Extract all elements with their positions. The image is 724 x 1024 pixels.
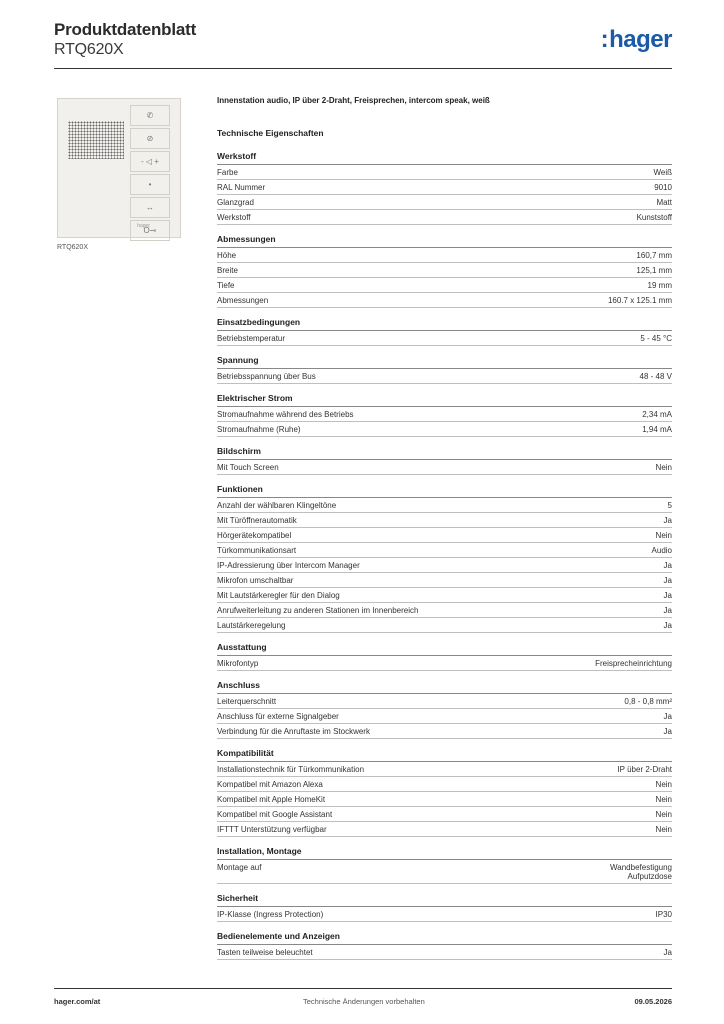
spec-label: Lautstärkeregelung <box>217 621 286 630</box>
spec-row <box>217 210 672 225</box>
device-button: ✆ <box>130 105 170 126</box>
spec-label: IFTTT Unterstützung verfügbar <box>217 825 327 834</box>
spec-section <box>217 317 672 346</box>
spec-value: 9010 <box>654 183 672 192</box>
spec-value: 1,94 mA <box>642 425 672 434</box>
spec-content <box>217 96 672 969</box>
spec-label: Tasten teilweise beleuchtet <box>217 948 313 957</box>
spec-value: 125,1 mm <box>636 266 672 275</box>
spec-label: Installationstechnik für Türkommunikation <box>217 765 365 774</box>
spec-section <box>217 234 672 308</box>
spec-label: Kompatibel mit Google Assistant <box>217 810 333 819</box>
spec-label: Leiterquerschnitt <box>217 697 277 706</box>
spec-row <box>217 369 672 384</box>
device-button: - ◁ + <box>130 151 170 172</box>
spec-row <box>217 762 672 777</box>
spec-row <box>217 588 672 603</box>
device-brand: hager <box>137 223 150 229</box>
spec-value: Ja <box>663 727 672 736</box>
spec-label: Stromaufnahme (Ruhe) <box>217 425 301 434</box>
spec-section <box>217 931 672 960</box>
spec-value: Ja <box>663 606 672 615</box>
spec-label: Montage auf <box>217 863 262 872</box>
spec-section <box>217 893 672 922</box>
spec-label: Mikrofontyp <box>217 659 259 668</box>
spec-label: Türkommunikationsart <box>217 546 297 555</box>
product-description: Innenstation audio, IP über 2-Draht, Freisprechen, intercom speak, weiß <box>217 96 490 105</box>
spec-label: Kompatibel mit Amazon Alexa <box>217 780 323 789</box>
spec-section <box>217 748 672 837</box>
spec-value: Wandbefestigung Aufputzdose <box>610 863 672 881</box>
spec-label: Mit Touch Screen <box>217 463 279 472</box>
spec-label: Breite <box>217 266 238 275</box>
device-button: ↔ <box>130 197 170 218</box>
spec-row <box>217 618 672 633</box>
spec-value: Ja <box>663 576 672 585</box>
spec-value: Nein <box>655 810 672 819</box>
spec-label: RAL Nummer <box>217 183 266 192</box>
spec-value: 48 - 48 V <box>639 372 672 381</box>
spec-row <box>217 822 672 837</box>
spec-label: Stromaufnahme während des Betriebs <box>217 410 354 419</box>
section-title: Bildschirm <box>217 446 672 460</box>
spec-label: Verbindung für die Anruftaste im Stockwerk <box>217 727 370 736</box>
spec-label: Mit Türöffnerautomatik <box>217 516 297 525</box>
spec-row <box>217 293 672 308</box>
spec-row <box>217 573 672 588</box>
document-title: Produktdatenblatt <box>54 20 197 39</box>
spec-row <box>217 945 672 960</box>
header-divider <box>54 68 672 69</box>
spec-label: Glanzgrad <box>217 198 254 207</box>
spec-value: 2,34 mA <box>642 410 672 419</box>
spec-value: Weiß <box>653 168 672 177</box>
spec-value: Ja <box>663 591 672 600</box>
section-title: Abmessungen <box>217 234 672 248</box>
device-button: ⊘ <box>130 128 170 149</box>
spec-value: Ja <box>663 712 672 721</box>
spec-label: Kompatibel mit Apple HomeKit <box>217 795 326 804</box>
spec-value: 5 <box>667 501 672 510</box>
spec-sections <box>217 151 672 960</box>
spec-row <box>217 278 672 293</box>
spec-label: Betriebstemperatur <box>217 334 286 343</box>
footer-date: 09.05.2026 <box>634 997 672 1006</box>
spec-label: IP-Klasse (Ingress Protection) <box>217 910 324 919</box>
spec-label: Anzahl der wählbaren Klingeltöne <box>217 501 337 510</box>
spec-value: Nein <box>655 780 672 789</box>
spec-row <box>217 777 672 792</box>
section-title: Installation, Montage <box>217 846 672 860</box>
product-code: RTQ620X <box>54 41 124 58</box>
spec-row <box>217 165 672 180</box>
spec-row <box>217 807 672 822</box>
spec-row <box>217 331 672 346</box>
tech-heading: Technische Eigenschaften <box>217 128 324 138</box>
spec-section <box>217 846 672 884</box>
device-button-column <box>130 105 170 243</box>
spec-row <box>217 513 672 528</box>
spec-label: Anrufweiterleitung zu anderen Stationen im Innenbereich <box>217 606 419 615</box>
device-button: O⊸ <box>130 220 170 241</box>
spec-label: Mit Lautstärkeregler für den Dialog <box>217 591 340 600</box>
footer-note: Technische Änderungen vorbehalten <box>303 997 425 1006</box>
spec-row <box>217 558 672 573</box>
spec-label: Höhe <box>217 251 237 260</box>
spec-label: Mikrofon umschaltbar <box>217 576 294 585</box>
spec-row <box>217 460 672 475</box>
spec-row <box>217 603 672 618</box>
spec-section <box>217 484 672 633</box>
spec-row <box>217 180 672 195</box>
section-title: Ausstattung <box>217 642 672 656</box>
spec-value: Ja <box>663 561 672 570</box>
spec-row <box>217 263 672 278</box>
spec-value: IP über 2-Draht <box>617 765 672 774</box>
spec-label: Anschluss für externe Signalgeber <box>217 712 339 721</box>
spec-value: Kunststoff <box>636 213 672 222</box>
spec-row <box>217 860 672 884</box>
logo-dots-icon: : <box>600 26 609 53</box>
product-image <box>57 98 181 238</box>
section-title: Anschluss <box>217 680 672 694</box>
spec-row <box>217 694 672 709</box>
spec-value: IP30 <box>655 910 672 919</box>
spec-row <box>217 724 672 739</box>
spec-value: Ja <box>663 621 672 630</box>
spec-value: Nein <box>655 825 672 834</box>
spec-value: 5 - 45 °C <box>640 334 672 343</box>
logo-text: hager <box>609 26 672 53</box>
image-caption: RTQ620X <box>57 244 88 251</box>
device-button: • <box>130 174 170 195</box>
spec-label: IP-Adressierung über Intercom Manager <box>217 561 360 570</box>
spec-value: 0,8 - 0,8 mm² <box>624 697 672 706</box>
spec-row <box>217 709 672 724</box>
spec-row <box>217 248 672 263</box>
spec-row <box>217 528 672 543</box>
spec-value: 160.7 x 125.1 mm <box>607 296 672 305</box>
spec-label: Betriebsspannung über Bus <box>217 372 316 381</box>
spec-row <box>217 407 672 422</box>
spec-value: Freisprecheinrichtung <box>595 659 672 668</box>
spec-label: Werkstoff <box>217 213 251 222</box>
spec-section <box>217 151 672 225</box>
spec-value: Ja <box>663 516 672 525</box>
section-title: Einsatzbedingungen <box>217 317 672 331</box>
spec-section <box>217 446 672 475</box>
spec-section <box>217 680 672 739</box>
spec-row <box>217 498 672 513</box>
spec-row <box>217 907 672 922</box>
spec-value: Nein <box>655 795 672 804</box>
spec-label: Farbe <box>217 168 238 177</box>
spec-value: Matt <box>656 198 672 207</box>
section-title: Funktionen <box>217 484 672 498</box>
spec-value: 19 mm <box>647 281 672 290</box>
footer-divider <box>54 988 672 989</box>
spec-section <box>217 642 672 671</box>
section-title: Kompatibilität <box>217 748 672 762</box>
spec-row <box>217 656 672 671</box>
spec-value: Ja <box>663 948 672 957</box>
spec-label: Tiefe <box>217 281 235 290</box>
spec-row <box>217 195 672 210</box>
spec-row <box>217 792 672 807</box>
spec-section <box>217 393 672 437</box>
section-title: Spannung <box>217 355 672 369</box>
spec-value: Audio <box>651 546 672 555</box>
section-title: Bedienelemente und Anzeigen <box>217 931 672 945</box>
speaker-grille-icon <box>68 121 124 159</box>
hager-logo <box>601 26 672 54</box>
spec-label: Abmessungen <box>217 296 269 305</box>
section-title: Sicherheit <box>217 893 672 907</box>
spec-label: Hörgerätekompatibel <box>217 531 292 540</box>
spec-value: 160,7 mm <box>636 251 672 260</box>
spec-section <box>217 355 672 384</box>
spec-value: Nein <box>655 463 672 472</box>
spec-row <box>217 422 672 437</box>
spec-row <box>217 543 672 558</box>
section-title: Elektrischer Strom <box>217 393 672 407</box>
document-header <box>54 20 196 59</box>
section-title: Werkstoff <box>217 151 672 165</box>
spec-value: Nein <box>655 531 672 540</box>
footer-website[interactable]: hager.com/at <box>54 997 101 1006</box>
